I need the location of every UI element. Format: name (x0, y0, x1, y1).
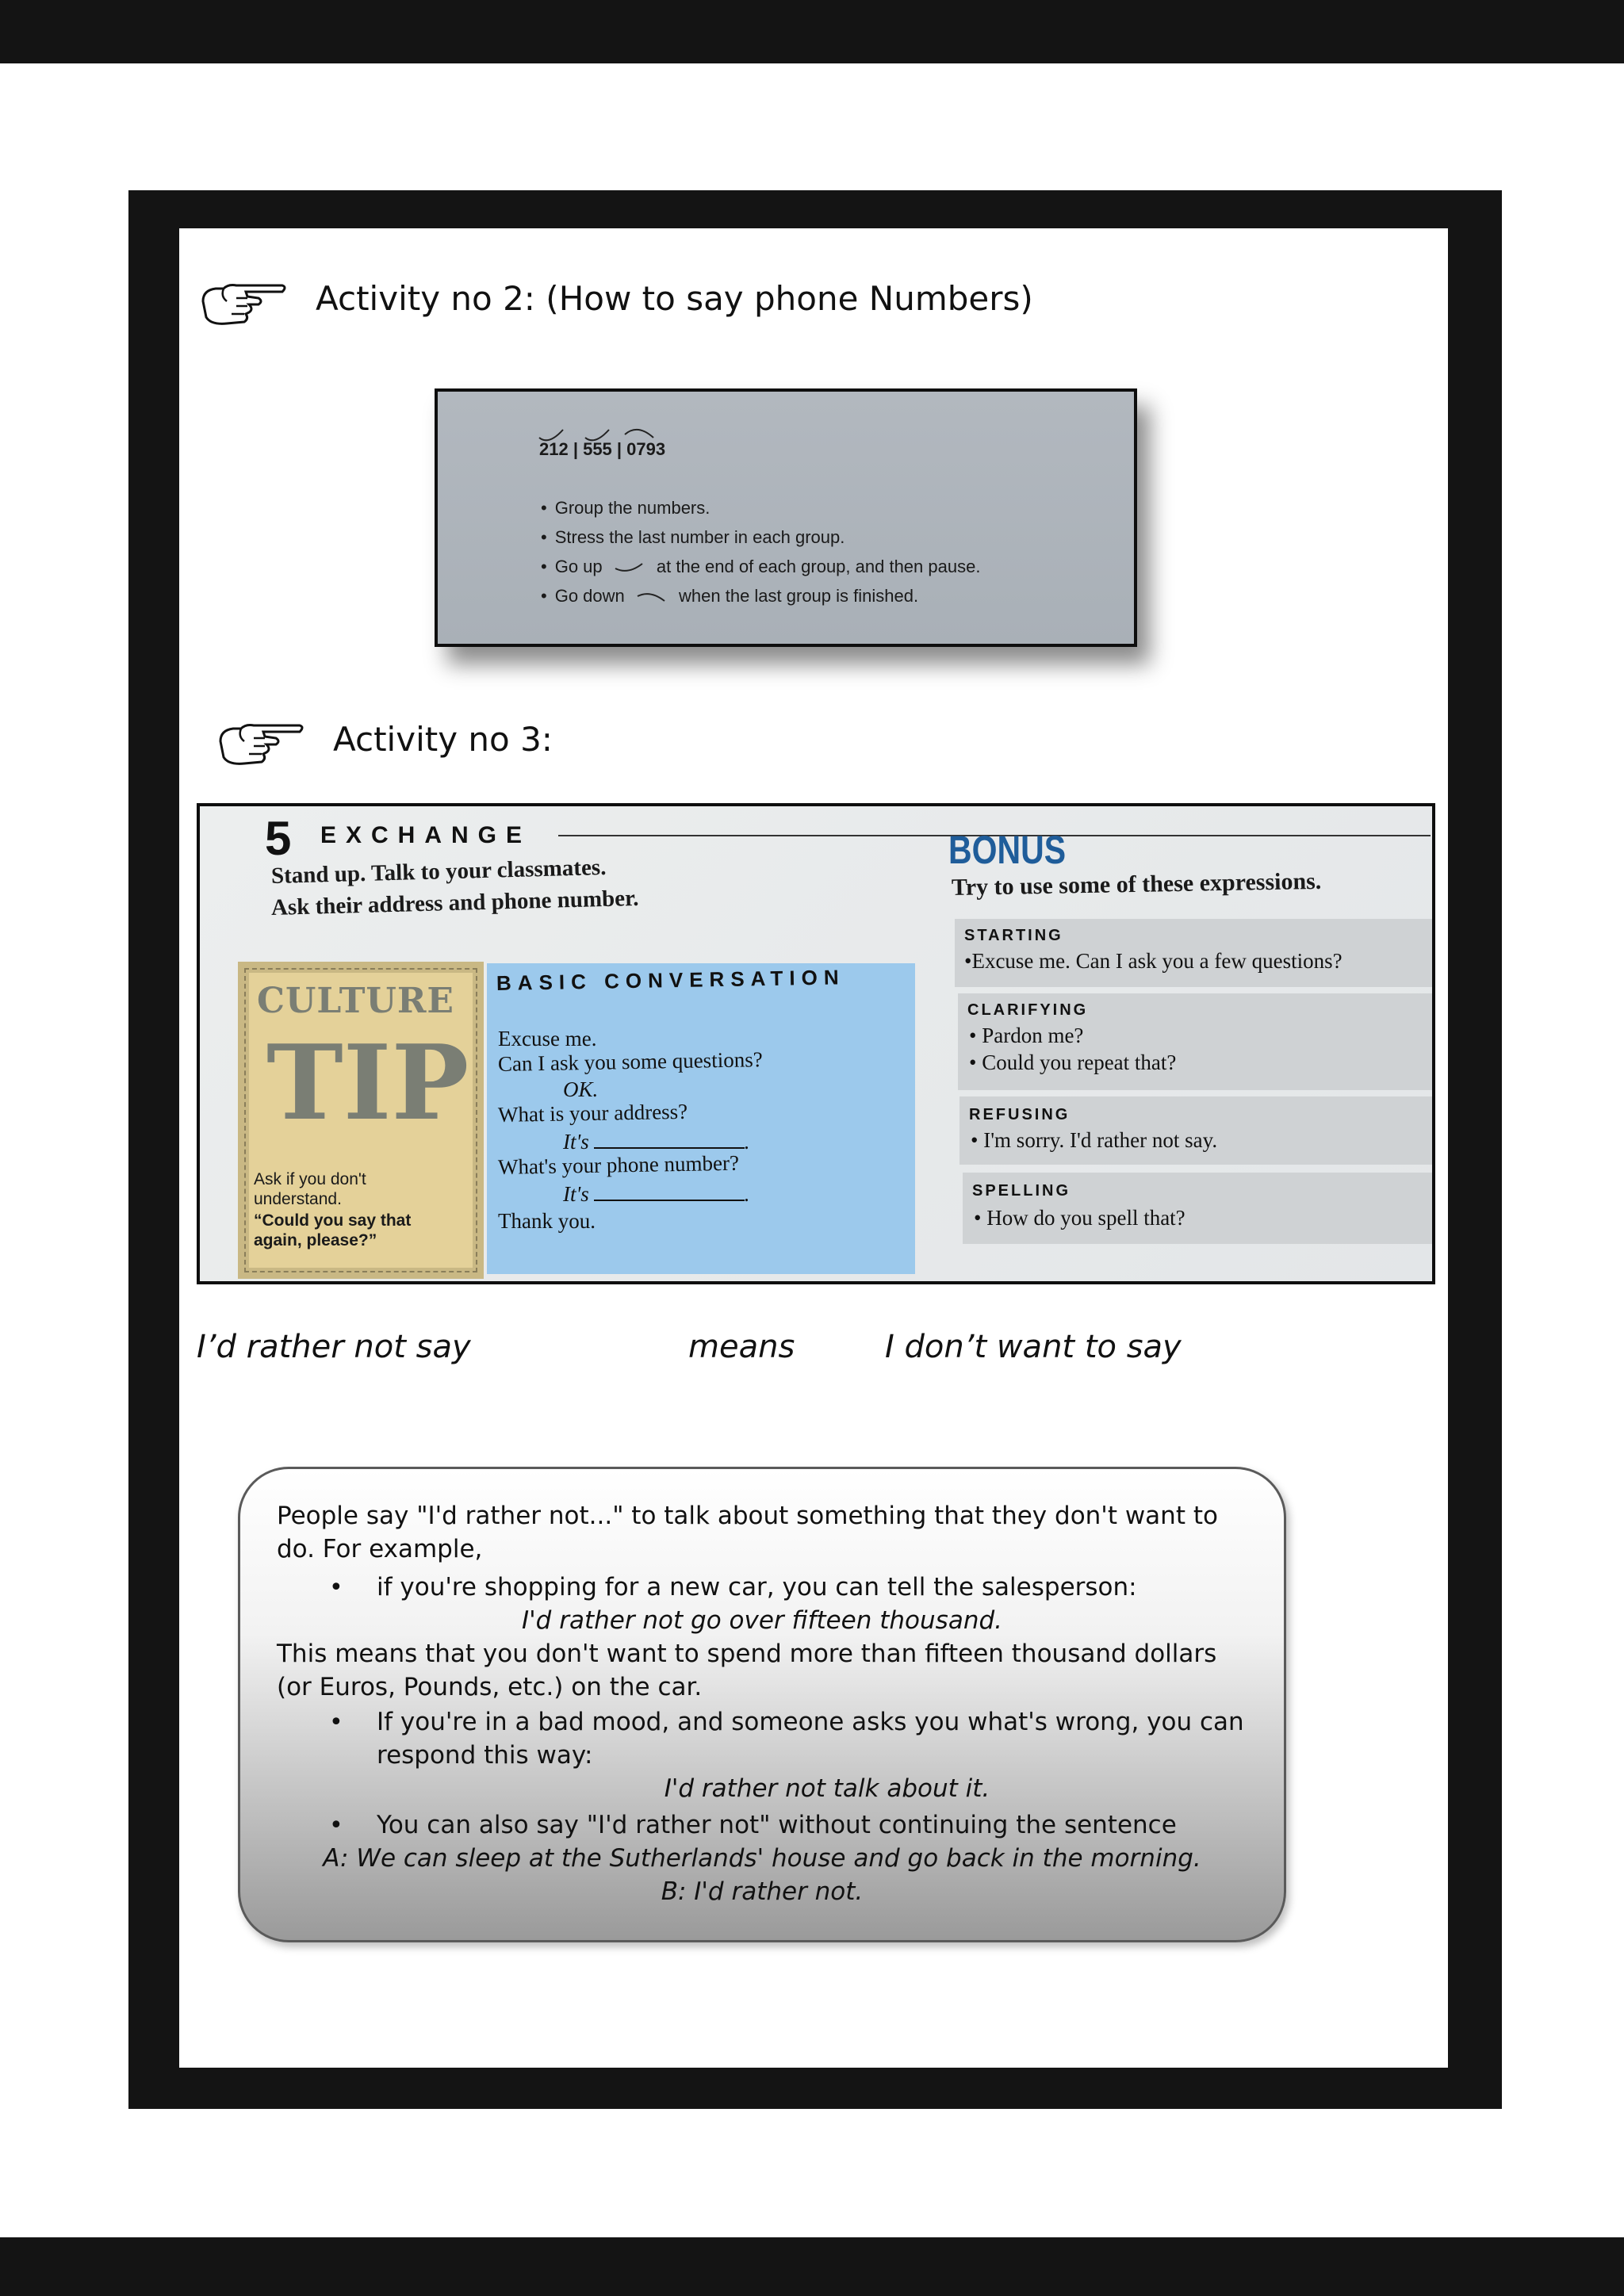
conversation-reply: OK. (563, 1077, 599, 1101)
bonus-line: •Excuse me. Can I ask you a few questions? (964, 949, 1342, 973)
exchange-instruction-1: Stand up. Talk to your classmates. (270, 854, 607, 889)
bonus-line: • How do you spell that? (974, 1206, 1185, 1230)
exchange-number: 5 (265, 812, 292, 865)
bottom-border-bar (0, 2237, 1624, 2296)
phrase-rather-not-say: I’d rather not say (197, 1329, 471, 1365)
bonus-card-spelling (963, 1173, 1432, 1244)
means-word: means (688, 1329, 795, 1365)
note-example-2: I'd rather not talk about it. (664, 1774, 990, 1803)
note-bullet: • (329, 1574, 343, 1601)
phone-rule-3: • Go up at the end of each group, and then pause. (541, 557, 981, 576)
bonus-title: BONUS (948, 828, 1067, 872)
conversation-reply-with-blank: It's . (563, 1130, 750, 1154)
bonus-card-refusing (959, 1096, 1432, 1165)
bonus-line: • Could you repeat that? (969, 1050, 1177, 1074)
example-phone-number: 212 | 555 | 0793 (539, 439, 666, 459)
phone-rule-4: • Go down when the last group is finished. (541, 586, 919, 606)
bonus-card-starting (955, 919, 1432, 987)
phone-rule-2: • Stress the last number in each group. (541, 527, 845, 547)
bonus-heading: SPELLING (972, 1182, 1071, 1200)
note-bullet: • (329, 1812, 343, 1839)
bonus-line: • I'm sorry. I'd rather not say. (971, 1128, 1218, 1152)
culture-tip-text: Ask if you don't understand. (254, 1170, 366, 1208)
basic-conversation-title: BASIC CONVERSATION (496, 965, 845, 995)
culture-tip-word-culture: CULTURE (257, 981, 454, 1021)
bonus-subtitle: Try to use some of these expressions. (951, 867, 1322, 901)
basic-conversation-panel (487, 963, 915, 1274)
phone-rule-1: • Group the numbers. (541, 498, 710, 518)
note-bullet-3: You can also say "I'd rather not" without continuing the sentence (377, 1811, 1177, 1839)
note-dialog-b: B: I'd rather not. (661, 1877, 864, 1906)
note-intro: People say "I'd rather not..." to talk about something that they don't want to do. For example, (277, 1502, 1218, 1563)
bonus-card-clarifying (958, 993, 1432, 1090)
exchange-textbook-excerpt (197, 803, 1435, 1284)
pointing-hand-icon (200, 277, 289, 333)
exchange-instruction-2: Ask their address and phone number. (270, 885, 639, 920)
bonus-heading: STARTING (964, 927, 1063, 944)
conversation-line: Can I ask you some questions? (497, 1047, 763, 1076)
top-border-bar (0, 0, 1624, 63)
culture-tip-quote: “Could you say that again, please?” (254, 1211, 412, 1249)
conversation-reply-with-blank: It's . (563, 1182, 750, 1206)
conversation-line: Thank you. (498, 1209, 596, 1233)
note-bullet-1: if you're shopping for a new car, you can tell the salesperson: (377, 1573, 1137, 1601)
bonus-heading: REFUSING (969, 1106, 1071, 1123)
note-example-1: I'd rather not go over fifteen thousand. (522, 1606, 1002, 1635)
bonus-line: • Pardon me? (969, 1024, 1084, 1047)
phrase-meaning: I don’t want to say (885, 1329, 1182, 1365)
phone-number-rules-box (435, 388, 1137, 647)
bonus-heading: CLARIFYING (967, 1001, 1089, 1019)
note-bullet-2: If you're in a bad mood, and someone asks you what's wrong, you can respond this way: (377, 1708, 1244, 1770)
explanation-note-box (238, 1467, 1286, 1942)
rising-intonation-icon (614, 561, 645, 575)
exchange-title: EXCHANGE (320, 822, 532, 848)
culture-tip-card (238, 962, 484, 1279)
note-bullet: • (329, 1709, 343, 1736)
conversation-line: What is your address? (497, 1099, 688, 1127)
conversation-line: Excuse me. (498, 1027, 597, 1050)
note-explanation-1: This means that you don't want to spend more than fifteen thousand dollars (or Euros, Pounds, etc.) on the car. (277, 1640, 1217, 1701)
activity-3-title: Activity no 3: (333, 720, 553, 759)
conversation-line: What's your phone number? (497, 1150, 740, 1179)
falling-intonation-icon (636, 590, 668, 604)
note-dialog-a: A: We can sleep at the Sutherlands' house and go back in the morning. (323, 1844, 1201, 1873)
pointing-hand-icon (217, 718, 306, 773)
activity-2-title: Activity no 2: (How to say phone Numbers) (316, 279, 1033, 318)
culture-tip-word-tip: TIP (266, 1022, 469, 1143)
